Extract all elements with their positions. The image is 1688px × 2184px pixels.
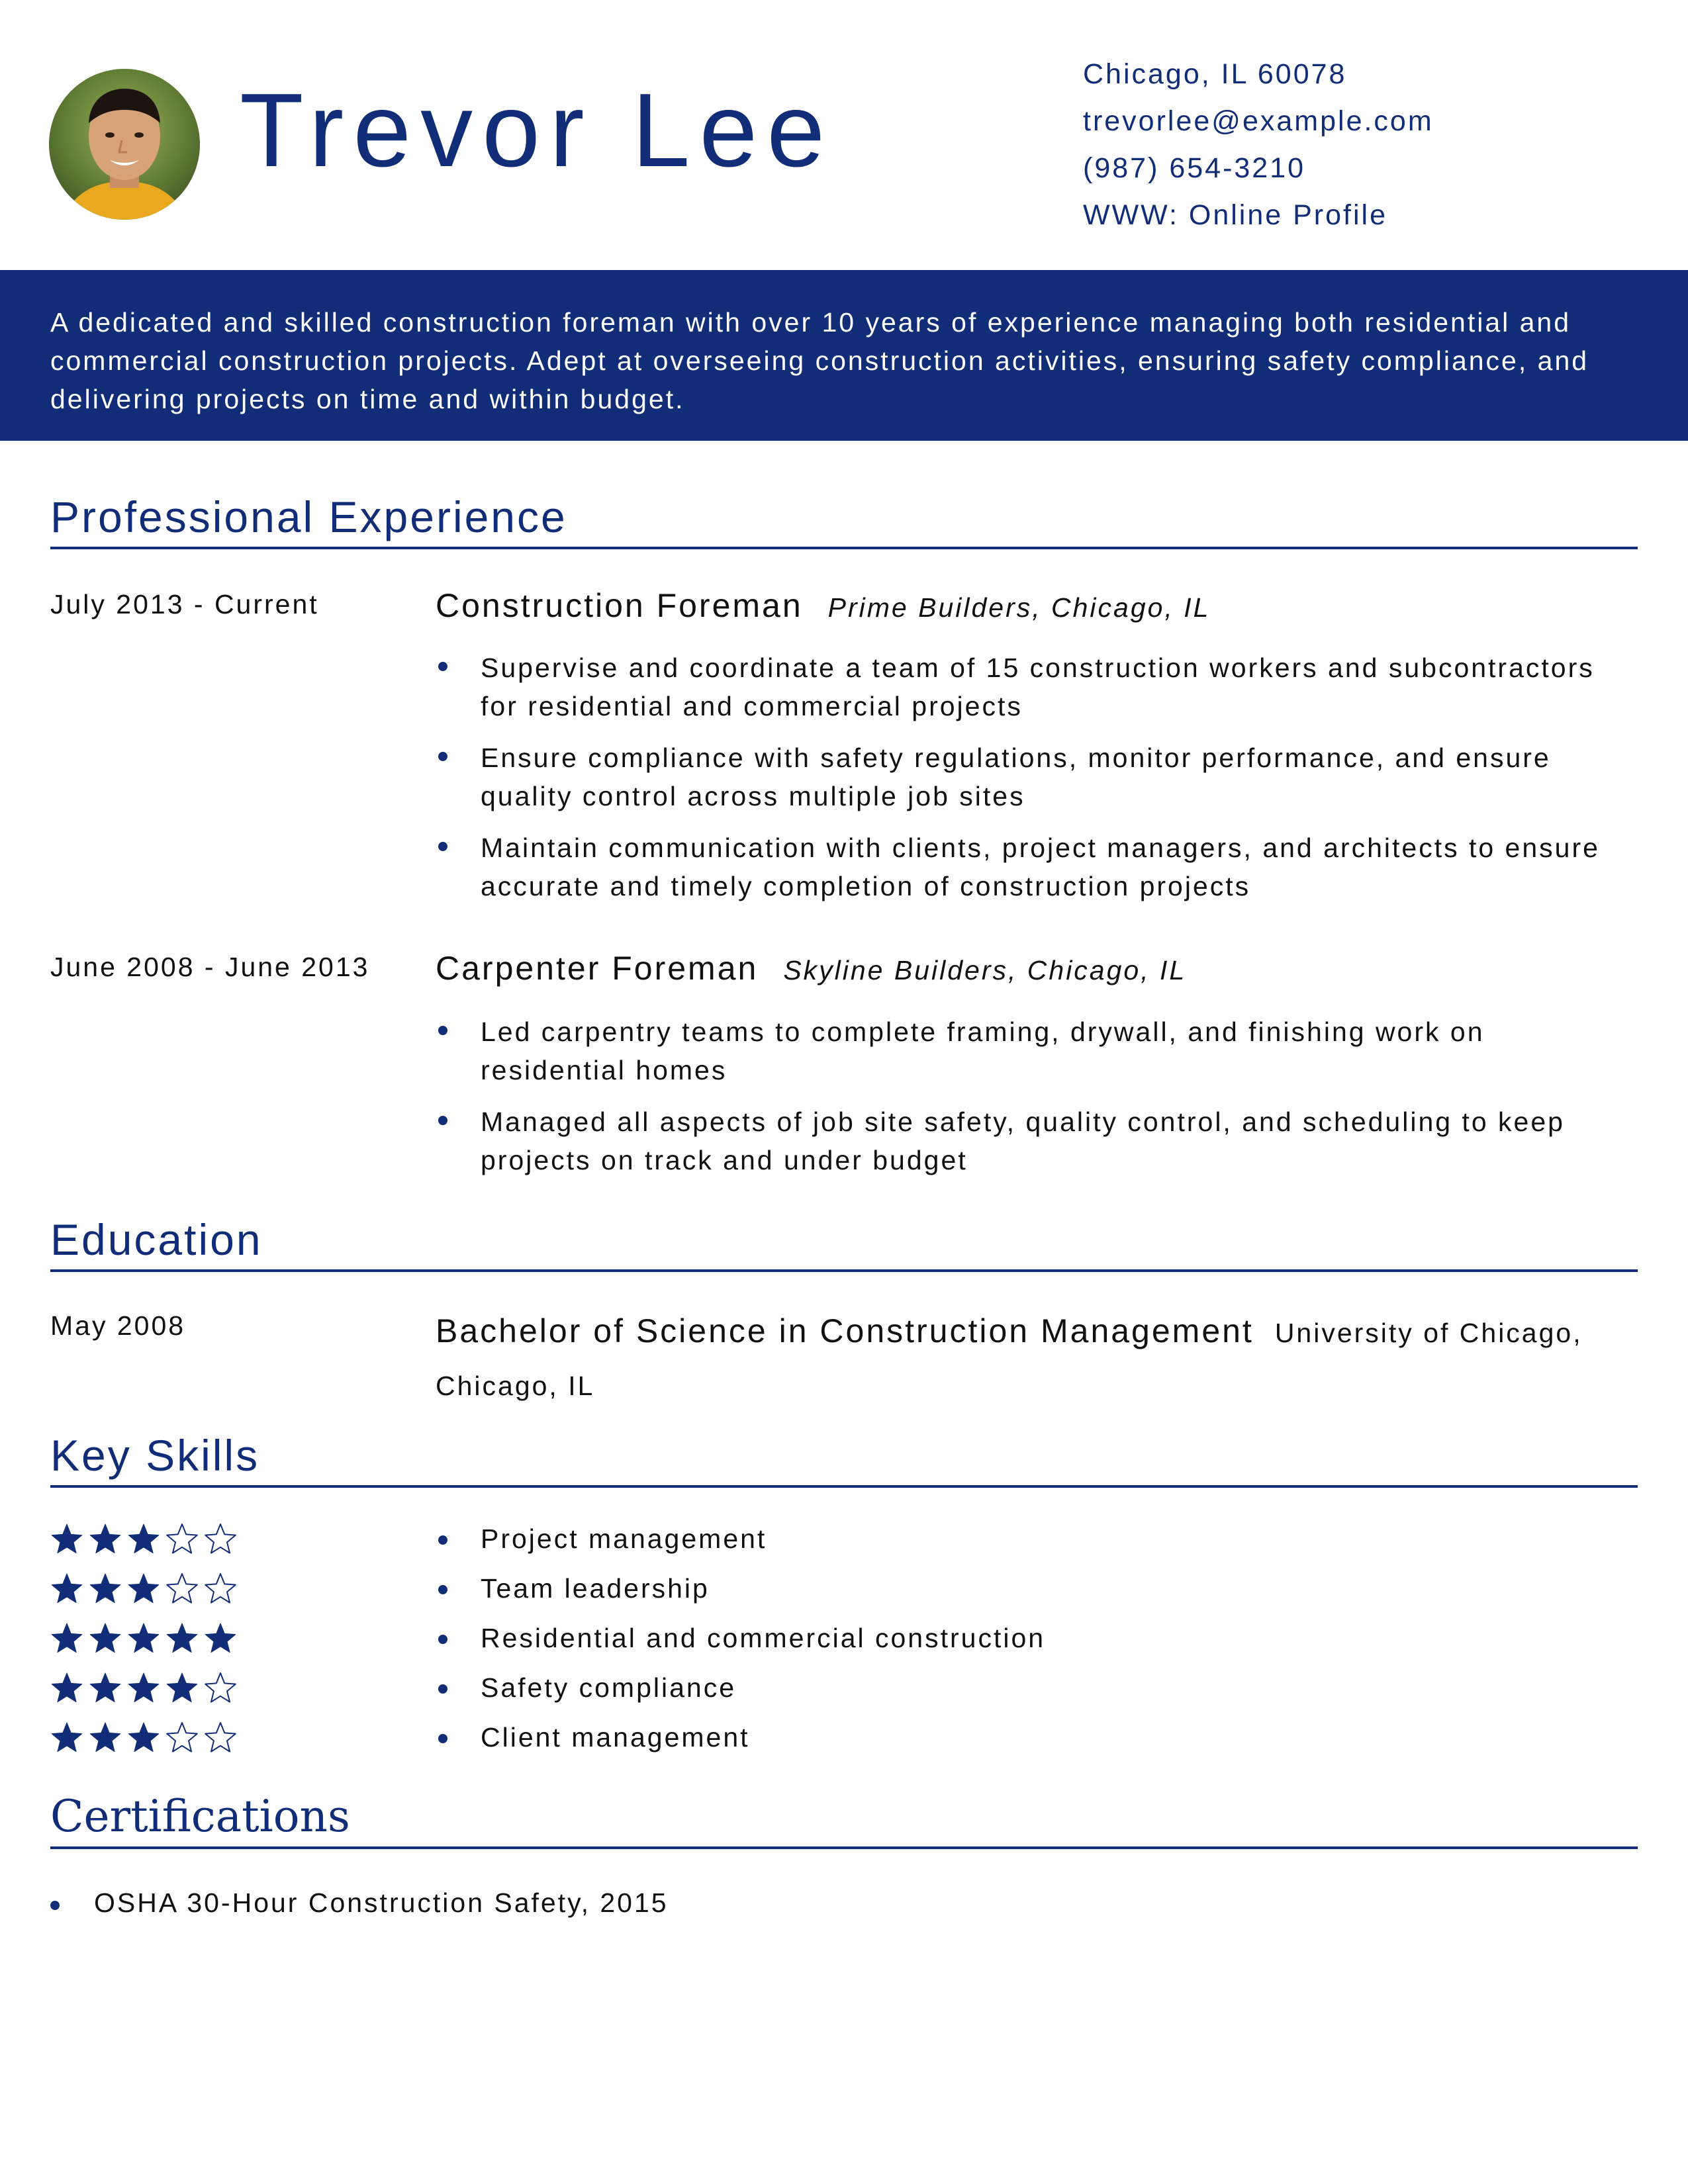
education-heading: Education — [50, 1218, 1638, 1272]
website-link[interactable]: WWW: Online Profile — [1083, 199, 1387, 231]
job-1-header — [436, 586, 1210, 625]
job-1-bullets — [436, 649, 1614, 919]
education-school: University of Chicago, Chicago, IL — [436, 1318, 1583, 1401]
summary-banner — [0, 270, 1688, 441]
star-filled-icon — [50, 1572, 83, 1605]
list-item: Supervise and coordinate a team of 15 construction workers and subcontractors for residential and commercial projects — [436, 649, 1614, 725]
list-item: Ensure compliance with safety regulations, monitor performance, and ensure quality control across multiple job sites — [436, 739, 1614, 815]
profile-photo — [49, 69, 200, 220]
star-filled-icon — [127, 1671, 160, 1704]
skill-name: Safety compliance — [436, 1672, 736, 1704]
star-filled-icon — [127, 1621, 160, 1655]
star-filled-icon — [204, 1621, 237, 1655]
star-filled-icon — [89, 1671, 122, 1704]
contact-block — [1083, 57, 1434, 245]
list-item: Led carpentry teams to complete framing, drywall, and finishing work on residential homes — [436, 1013, 1614, 1089]
star-empty-icon — [204, 1572, 237, 1605]
email-link[interactable]: trevorlee@example.com — [1083, 105, 1434, 137]
skill-rating — [50, 1671, 242, 1704]
star-filled-icon — [127, 1721, 160, 1754]
skill-rating — [50, 1572, 242, 1605]
skill-rating — [50, 1621, 242, 1655]
job-1-company: Prime Builders, Chicago, IL — [827, 592, 1211, 623]
skills-heading: Key Skills — [50, 1433, 1638, 1488]
star-filled-icon — [50, 1621, 83, 1655]
skill-name: Team leadership — [436, 1573, 710, 1604]
skill-name: Client management — [436, 1722, 750, 1753]
education-degree: Bachelor of Science in Construction Management — [436, 1312, 1254, 1349]
star-filled-icon — [127, 1522, 160, 1555]
job-1-dates: July 2013 - Current — [50, 589, 319, 619]
skill-rating — [50, 1522, 242, 1555]
star-empty-icon — [165, 1522, 199, 1555]
job-2-header — [436, 949, 1186, 987]
star-filled-icon — [50, 1721, 83, 1754]
location-text: Chicago, IL 60078 — [1083, 58, 1347, 90]
skill-name: Residential and commercial construction — [436, 1623, 1045, 1654]
certifications-heading: Certifications — [50, 1795, 1638, 1849]
star-empty-icon — [204, 1522, 237, 1555]
candidate-name: Trevor Lee — [240, 72, 835, 189]
avatar — [49, 69, 200, 220]
phone-text: (987) 654-3210 — [1083, 152, 1306, 184]
education-entry — [436, 1308, 1634, 1416]
job-2-dates: June 2008 - June 2013 — [50, 952, 370, 982]
star-empty-icon — [165, 1572, 199, 1605]
job-2-title: Carpenter Foreman — [436, 950, 759, 987]
skill-rating — [50, 1721, 242, 1754]
star-filled-icon — [165, 1671, 199, 1704]
star-filled-icon — [89, 1621, 122, 1655]
star-filled-icon — [127, 1572, 160, 1605]
star-empty-icon — [204, 1671, 237, 1704]
list-item: Managed all aspects of job site safety, quality control, and scheduling to keep projects on track and under budget — [436, 1103, 1614, 1179]
summary-text: A dedicated and skilled construction foreman with over 10 years of experience managing both residential and commercial construction projects. Adept at overseeing construction activities, ensuring safety compliance, and delivering projects on time and within budget. — [50, 307, 1589, 414]
star-filled-icon — [165, 1621, 199, 1655]
star-filled-icon — [50, 1671, 83, 1704]
job-2-company: Skyline Builders, Chicago, IL — [783, 955, 1187, 985]
experience-heading: Professional Experience — [50, 495, 1638, 549]
job-2-bullets — [436, 1013, 1614, 1193]
star-empty-icon — [165, 1721, 199, 1754]
star-empty-icon — [204, 1721, 237, 1754]
star-filled-icon — [89, 1721, 122, 1754]
star-filled-icon — [50, 1522, 83, 1555]
job-1-title: Construction Foreman — [436, 587, 803, 624]
star-filled-icon — [89, 1522, 122, 1555]
certification-item: OSHA 30-Hour Construction Safety, 2015 — [50, 1888, 669, 1919]
star-filled-icon — [89, 1572, 122, 1605]
education-date: May 2008 — [50, 1310, 186, 1341]
list-item: Maintain communication with clients, project managers, and architects to ensure accurate and timely completion of construction projects — [436, 829, 1614, 905]
skill-name: Project management — [436, 1524, 767, 1555]
